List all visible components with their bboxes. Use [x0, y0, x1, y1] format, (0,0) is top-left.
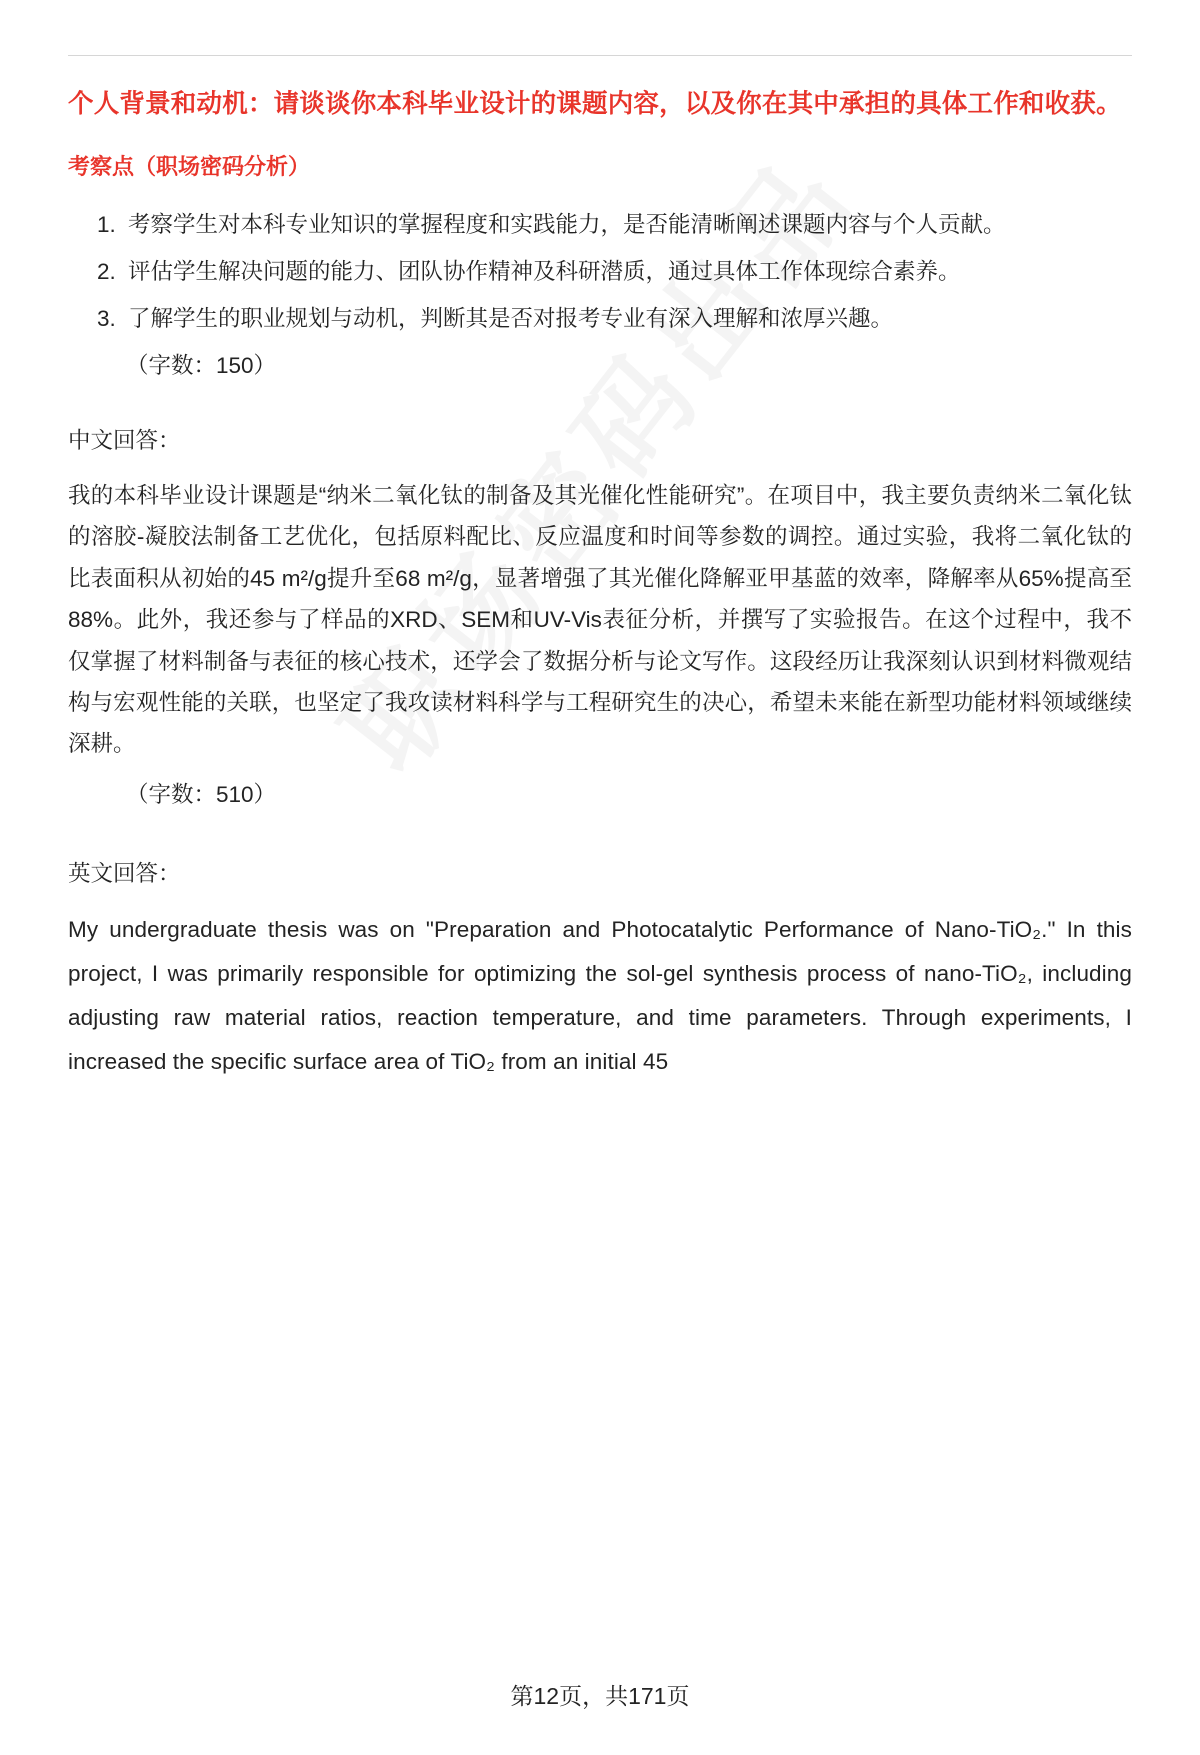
question-heading: 个人背景和动机：请谈谈你本科毕业设计的课题内容，以及你在其中承担的具体工作和收获。 [68, 90, 1122, 118]
chinese-answer-text: 我的本科毕业设计课题是“纳米二氧化钛的制备及其光催化性能研究”。在项目中，我主要负责纳米二氧化钛的溶胶-凝胶法制备工艺优化，包括原料配比、反应温度和时间等参数的调控。通过实验，我将二氧化钛的比表面积从初始的45 m²/g提升至68 m²/g，显著增强了其光催化降解亚甲基蓝的效率，降解率从65%提高至88%。此外，我还参与了样品的XRD、SEM和UV-Vis表征分析，并撰写了实验报告。在这个过程中，我不仅掌握了材料制备与表征的核心技术，还学会了数据分析与论文写作。这段经历让我深刻认识到材料微观结构与宏观性能的关联，也坚定了我攻读材料科学与工程研究生的决心，希望未来能在新型功能材料领域继续深耕。 [68, 483, 1132, 757]
chinese-word-count: （字数：510） [126, 781, 277, 807]
english-answer-text: My undergraduate thesis was on "Preparation and Photocatalytic Performance of Nano-TiO₂." In this project, I was primarily responsible for optimizing the sol-gel synthesis process of nano-TiO₂, including adjusting raw material ratios, reaction temperature, and time parameters. Through experiments, I increased the specific surface area of TiO₂ from an initial 45 [68, 917, 1132, 1074]
english-answer-label: 英文回答： [68, 860, 181, 886]
points-word-count: （字数：150） [126, 352, 277, 378]
list-item: 3. 了解学生的职业规划与动机，判断其是否对报考专业有深入理解和浓厚兴趣。 [122, 299, 1132, 340]
chinese-answer-label: 中文回答： [68, 427, 181, 453]
list-item: 2. 评估学生解决问题的能力、团队协作精神及科研潜质，通过具体工作体现综合素养。 [122, 252, 1132, 293]
assessment-points-list [68, 205, 1132, 340]
document-content [68, 55, 1132, 1084]
section-heading: 考察点（职场密码分析） [68, 153, 311, 179]
page-footer: 第12页，共171页 [510, 1683, 690, 1709]
list-item: 1. 考察学生对本科专业知识的掌握程度和实践能力，是否能清晰阐述课题内容与个人贡献。 [122, 205, 1132, 246]
